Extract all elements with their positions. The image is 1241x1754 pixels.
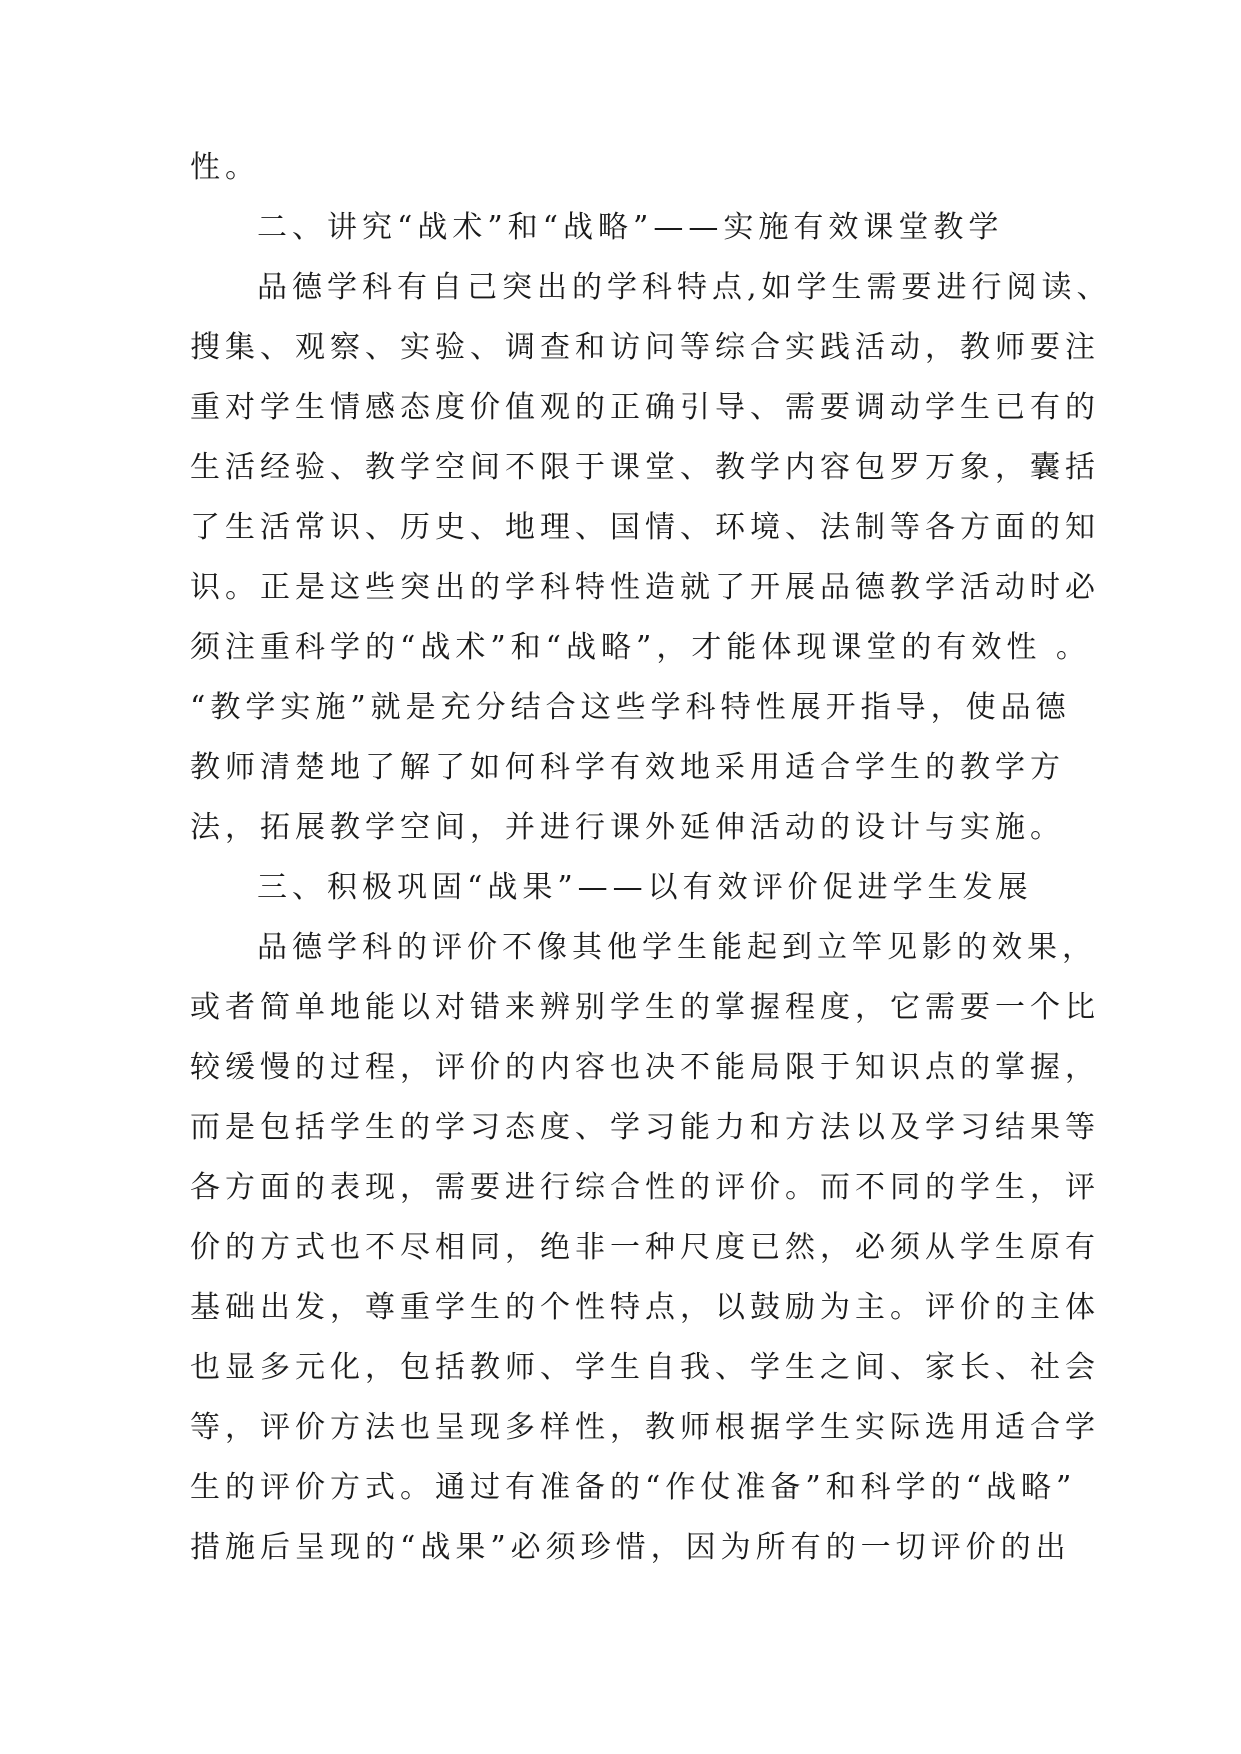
section-heading: 三、积极巩固“战果”——以有效评价促进学生发展 [257,870,1033,905]
text-line: 生的评价方式。通过有准备的“作仗准备”和科学的“战略” [190,1470,1077,1505]
text-line: 品德学科的评价不像其他学生能起到立竿见影的效果， [257,930,1097,965]
text-line: 生活经验、教学空间不限于课堂、教学内容包罗万象，囊括 [190,450,1100,485]
text-line: 重对学生情感态度价值观的正确引导、需要调动学生已有的 [190,390,1100,425]
text-line: 或者简单地能以对错来辨别学生的掌握程度，它需要一个比 [190,990,1100,1025]
text-line: 措施后呈现的“战果”必须珍惜，因为所有的一切评价的出 [190,1530,1071,1565]
text-line: 价的方式也不尽相同，绝非一种尺度已然，必须从学生原有 [190,1230,1100,1265]
text-line: 教师清楚地了解了如何科学有效地采用适合学生的教学方 [190,750,1065,785]
text-line: 识。正是这些突出的学科特性造就了开展品德教学活动时必 [190,570,1100,605]
text-line: 了生活常识、历史、地理、国情、环境、法制等各方面的知 [190,510,1100,545]
text-line: 各方面的表现，需要进行综合性的评价。而不同的学生，评 [190,1170,1100,1205]
text-line: 法，拓展教学空间，并进行课外延伸活动的设计与实施。 [190,810,1065,845]
text-line: 等，评价方法也呈现多样性，教师根据学生实际选用适合学 [190,1410,1100,1445]
text-line: 须注重科学的“战术”和“战略”，才能体现课堂的有效性 。 [190,630,1091,665]
text-line: “教学实施”就是充分结合这些学科特性展开指导，使品德 [190,690,1071,725]
text-line: 品德学科有自己突出的学科特点,如学生需要进行阅读、 [257,270,1112,305]
section-heading: 二、讲究“战术”和“战略”——实施有效课堂教学 [257,210,1004,245]
text-line: 而是包括学生的学习态度、学习能力和方法以及学习结果等 [190,1110,1100,1145]
text-line: 性。 [190,150,260,185]
text-line: 搜集、观察、实验、调查和访问等综合实践活动，教师要注 [190,330,1100,365]
text-line: 较缓慢的过程，评价的内容也决不能局限于知识点的掌握， [190,1050,1100,1085]
text-line: 也显多元化，包括教师、学生自我、学生之间、家长、社会 [190,1350,1100,1385]
text-line: 基础出发，尊重学生的个性特点，以鼓励为主。评价的主体 [190,1290,1100,1325]
